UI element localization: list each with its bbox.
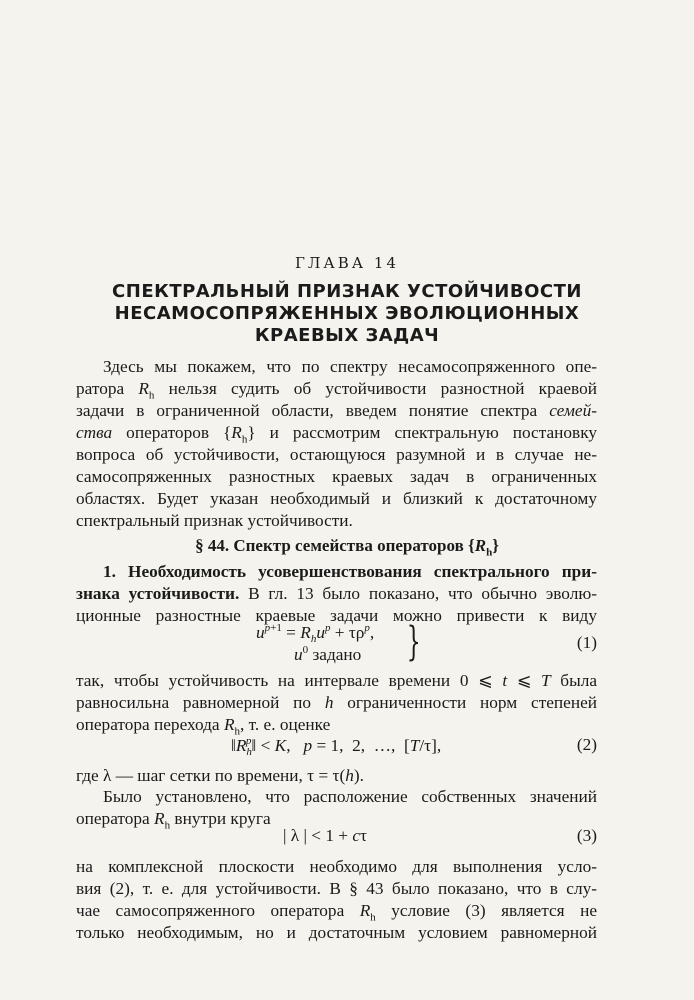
equation-3	[76, 826, 597, 850]
equation-3-number: (3)	[576, 826, 597, 845]
p1-line-1: 1. Необходимость усовершенствования спектрального при-	[103, 562, 597, 581]
p2-line-3: оператора перехода $R_h$, т. е. оценке	[76, 715, 331, 738]
p4-line-1: Было установлено, что расположение собственных значений	[103, 787, 597, 806]
chapter-title	[0, 281, 694, 347]
brace-icon: }	[406, 619, 421, 665]
p3-line-1: где λ — шаг сетки по времени, τ = τ(h).	[76, 766, 364, 785]
chapter-label: ГЛАВА 14	[294, 254, 400, 272]
equation-3-body: | λ | < 1 + cτ	[283, 826, 367, 845]
intro-line-3: задачи в ограниченной области, введем понятие спектра семей-	[76, 401, 597, 420]
intro-line-6: самосопряженных разностных краевых задач в ограниченных	[76, 467, 597, 486]
equation-2	[76, 735, 597, 759]
paragraph-4	[76, 786, 597, 830]
p4-line-2: оператора $R_h$ внутри круга	[76, 809, 271, 832]
title-line-1: СПЕКТРАЛЬНЫЙ ПРИЗНАК УСТОЙЧИВОСТИ	[112, 281, 582, 302]
p5-line-3: чае самосопряженного оператора $R_h$ условие (3) является не	[76, 901, 597, 924]
paragraph-5	[76, 856, 597, 944]
intro-line-5: вопроса об устойчивости, остающуюся разумной и в случае не-	[76, 445, 597, 464]
intro-line-1: Здесь мы покажем, что по спектру несамосопряженного опе-	[103, 357, 597, 376]
equation-2-number: (2)	[576, 735, 597, 754]
equation-2-body: $‖R_h^p‖ < K$, p = 1, 2, …, [T/τ],	[231, 735, 442, 759]
equation-1-number: (1)	[576, 633, 597, 652]
paragraph-3	[76, 765, 597, 787]
title-line-3: КРАЕВЫХ ЗАДАЧ	[254, 325, 440, 346]
paragraph-1	[76, 561, 597, 627]
equation-1-line-2: $u^0$ задано	[294, 644, 362, 664]
intro-line-7: областях. Будет указан необходимый и близкий к достаточному	[76, 489, 597, 508]
intro-line-2: ратора $R_h$ нельзя судить об устойчивости разностной краевой	[76, 379, 597, 402]
p2-line-2: равносильна равномерной по h ограниченности норм степеней	[76, 693, 597, 712]
equation-1-line-1: $u^{p+1} = R_hu^p + \tau\rho^p$,	[256, 622, 375, 646]
paragraph-2	[76, 670, 597, 736]
p1-line-2: знака устойчивости. В гл. 13 было показано, что обычно эволю-	[76, 584, 597, 603]
p5-line-2: вия (2), т. е. для устойчивости. В § 43 было показано, что в слу-	[76, 879, 597, 898]
section-heading: § 44. Спектр семейства операторов $\{R_h\}$	[195, 536, 499, 559]
p1-line-3: ционные разностные краевые задачи можно привести к виду	[76, 606, 597, 625]
intro-paragraph	[76, 356, 597, 532]
title-line-2: НЕСАМОСОПРЯЖЕННЫХ ЭВОЛЮЦИОННЫХ	[114, 303, 580, 324]
p5-line-4: только необходимым, но и достаточным условием равномерной	[76, 923, 597, 942]
p5-line-1: на комплексной плоскости необходимо для выполнения усло-	[76, 857, 597, 876]
p2-line-1: так, чтобы устойчивость на интервале времени 0 ⩽ t ⩽ T была	[76, 671, 597, 690]
intro-line-4: ства операторов $\{R_h\}$ и рассмотрим спектральную постановку	[76, 423, 597, 446]
equation-1	[76, 619, 597, 668]
intro-line-8: спектральный признак устойчивости.	[76, 511, 353, 530]
